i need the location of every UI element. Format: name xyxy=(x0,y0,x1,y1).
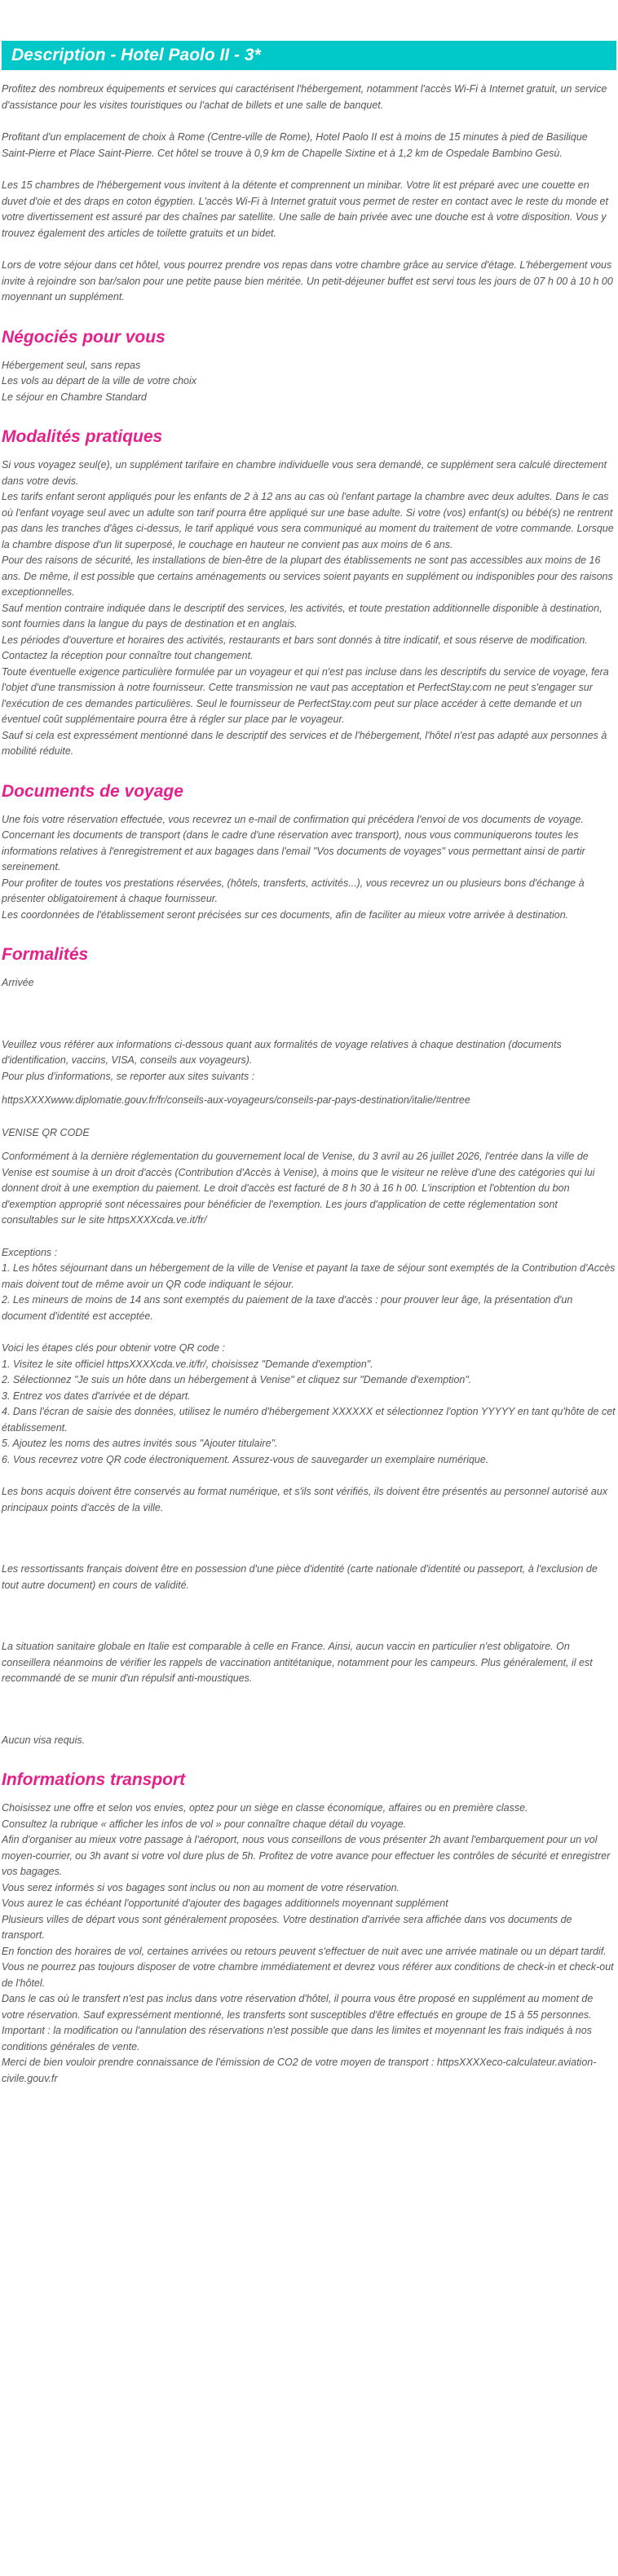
modalites-line: Les périodes d'ouverture et horaires des activités, restaurants et bars sont donnés à titre indicatif, et sous réserve de modification. Contactez la réception pour connaître tout changement. xyxy=(2,634,588,661)
modalites-text xyxy=(2,457,616,760)
negocies-list xyxy=(2,358,616,406)
modalites-line: Sauf si cela est expressément mentionné dans le descriptif des services et de l'hébergement, l'hôtel n'est pas adapté aux personnes à mobilité réduite. xyxy=(2,729,607,757)
venise-text: Conformément à la dernière réglementation du gouvernement local de Venise, du 3 avril au 26 juillet 2026, l'entrée dans la ville de Venise est soumise à un droit d'accès (Contribution d'Accès à Venise), à moins que le visiteur ne relève d'une des catégories qui lui donnent droit à une exemption du paiement. Le droit d'accès est facturé de 8 h 30 à 16 h 00. L'inscription et l'obtention du bon d'exemption approprié sont nécessaires pour bénéficier de l'exemption. Les jours d'application de cette réglementation sont consultables sur le site httpsXXXXcda.ve.it/fr/ xyxy=(2,1151,595,1226)
formalites-heading: Formalités xyxy=(2,945,89,964)
hotel-description-page xyxy=(0,41,618,2123)
step-line: 3. Entrez vos dates d'arrivée et de départ. xyxy=(2,1390,191,1402)
transport-line: Choisissez une offre et selon vos envies, optez pour un siège en classe économique, affaires ou en première classe. xyxy=(2,1802,528,1814)
transport-heading: Informations transport xyxy=(2,1770,186,1789)
modalites-line: Sauf mention contraire indiquée dans le descriptif des services, les activités, et toute prestation additionnelle disponible à destination, sont fournies dans la langue du pays de destination et en anglais. xyxy=(2,602,603,630)
transport-line: Dans le cas où le transfert n'est pas inclus dans votre réservation d'hôtel, il pourra vous être proposé en supplément au moment de votre réservation. Sauf expressément mentionné, les transferts sont susceptibles d'être effectués en groupe de 15 à 55 personnes. xyxy=(2,1993,594,2021)
transport-line: En fonction des horaires de vol, certaines arrivées ou retours peuvent s'effectuer de nuit avec une arrivée matinale ou un départ tardif. Vous ne pourrez pas toujours disposer de votre chambre immédiatement et devrez vous référer aux conditions de check-in et check-out de l'hôtel. xyxy=(2,1945,614,1989)
description-paragraph: Profitant d'un emplacement de choix à Rome (Centre-ville de Rome), Hotel Paolo II est à moins de 15 minutes à pied de Basilique Saint-Pierre et Place Saint-Pierre. Cet hôtel se trouve à 0,9 km de Chapelle Sixtine et à 1,2 km de Ospedale Bambino Gesù. xyxy=(2,131,588,159)
step-line: 4. Dans l'écran de saisie des données, utilisez le numéro d'hébergement XXXXXX et sélectionnez l'option YYYYY en tant qu'hôte de cet établissement. xyxy=(2,1406,616,1434)
formalites-intro xyxy=(2,1037,616,1085)
transport-line: Plusieurs villes de départ vous sont généralement proposées. Votre destination d'arrivée sera affichée dans vos documents de transport. xyxy=(2,1913,572,1941)
transport-line: Afin d'organiser au mieux votre passage à l'aéroport, nous vous conseillons de vous présenter 2h avant l'embarquement pour un vol moyen-courrier, ou 3h avant si votre vol dure plus de 5h. Profitez de votre avance pour effectuer les contrôles de sécurité et enregistrer vos bagages. xyxy=(2,1834,611,1877)
modalites-line: Si vous voyagez seul(e), un supplément tarifaire en chambre individuelle vous sera demandé, ce supplément sera calculé directement dans votre devis. xyxy=(2,459,607,487)
modalites-line: Toute éventuelle exigence particulière formulée par un voyageur et qui n'est pas incluse dans les descriptifs du service de voyage, fera l'objet d'une transmission à notre fournisseur. Cette transmission ne vaut pas acceptation et PerfectStay.com ne peut s'engager sur l'exécution de ces demandes particulières. Seul le fournisseur de PerfectStay.com peut sur place accéder à cette demande et un éventuel coût supplémentaire pourra être à régler sur place par le voyageur. xyxy=(2,665,609,725)
modalites-line: Les tarifs enfant seront appliqués pour les enfants de 2 à 12 ans au cas où l'enfant partage la chambre avec deux adultes. Dans le cas où l'enfant voyage seul avec un adulte son tarif pourra être appliqué sur une base adulte. Si votre (vos) enfant(s) ou bébé(s) ne rentrent pas dans les tranches d'âges ci-dessus, le tarif appliqué vous sera communiqué au moment du traitement de votre commande. Lorsque la chambre dispose d'un lit superposé, le couchage en hauteur ne convient pas aux moins de 6 ans. xyxy=(2,491,614,550)
modalites-heading: Modalités pratiques xyxy=(2,427,163,446)
documents-text xyxy=(2,812,616,924)
transport-line: Vous aurez le cas échéant l'opportunité d'ajouter des bagages additionnels moyennant supplément xyxy=(2,1898,448,1909)
transport-text xyxy=(2,1801,616,2087)
diplomatie-link[interactable]: httpsXXXXwww.diplomatie.gouv.fr/fr/conseils-aux-voyageurs/conseils-par-pays-destination/italie/#entree xyxy=(2,1094,470,1106)
formalites-intro-line: Veuillez vous référer aux informations ci-dessous quant aux formalités de voyage relatives à chaque destination (documents d'identification, vaccins, VISA, conseils aux voyageurs). xyxy=(2,1038,562,1066)
step-line: 1. Visitez le site officiel httpsXXXXcda.ve.it/fr/, choisissez "Demande d'exemption". xyxy=(2,1358,373,1370)
formalites-arrivee: Arrivée xyxy=(2,977,34,988)
transport-line: Important : la modification ou l'annulation des réservations n'est possible que dans les limites et moyennant les frais indiqués à nos conditions générales de vente. xyxy=(2,2025,592,2052)
page-title: Description - Hotel Paolo II - 3* xyxy=(2,41,616,70)
exception-line: 1. Les hôtes séjournant dans un hébergement de la ville de Venise et payant la taxe de séjour sont exemptés de la Contribution d'Accès mais doivent tout de même avoir un QR code indiquant le séjour. xyxy=(2,1262,616,1290)
venise-steps xyxy=(2,1341,616,1468)
documents-line: Concernant les documents de transport (dans le cadre d'une réservation avec transport), nous vous communiquerons toutes les informations relatives à l'enregistrement et aux bagages dans l'email "Vos documents de voyages" vous permettant ainsi de partir sereinement. xyxy=(2,829,585,873)
documents-line: Les coordonnées de l'établissement seront précisées sur ces documents, afin de faciliter au mieux votre arrivée à destination. xyxy=(2,908,569,921)
description-paragraph: Lors de votre séjour dans cet hôtel, vous pourrez prendre vos repas dans votre chambre grâce au service d'étage. L'hébergement vous invite à rejoindre son bar/salon pour une petite pause bien méritée. Un petit-déjeuner buffet est servi tous les jours de 07 h 00 à 10 h 00 moyennant un supplément. xyxy=(2,259,613,303)
sanitaire-text: La situation sanitaire globale en Italie est comparable à celle en France. Ainsi, aucun vaccin en particulier n'est obligatoire. On conseillera néanmoins de vérifier les rappels de vaccination antitétanique, notamment pour les campeurs. Plus généralement, il est recommandé de se munir d'un répulsif anti-moustiques. xyxy=(2,1641,593,1684)
transport-line: Vous serez informés si vos bagages sont inclus ou non au moment de votre réservation. xyxy=(2,1881,399,1893)
negocies-item: Hébergement seul, sans repas xyxy=(2,359,141,371)
step-line: Voici les étapes clés pour obtenir votre QR code : xyxy=(2,1342,225,1354)
description-paragraph: Les 15 chambres de l'hébergement vous invitent à la détente et comprennent un minibar. Votre lit est préparé avec une couette en duvet d'oie et des draps en coton égyptien. L'accès Wi-Fi à Internet gratuit vous permet de rester en contact avec le reste du monde et votre divertissement est assuré par des chaînes par satellite. Une salle de bain privée avec une douche est à votre disposition. Vous y trouvez également des articles de toilette gratuits et un bidet. xyxy=(2,179,608,239)
negocies-item: Les vols au départ de la ville de votre choix xyxy=(2,375,197,387)
documents-line: Pour profiter de toutes vos prestations réservées, (hôtels, transferts, activités...), vous recevrez un ou plusieurs bons d'échange à présenter obligatoirement à chaque fournisseur. xyxy=(2,877,585,904)
ressortissants-text: Les ressortissants français doivent être en possession d'une pièce d'identité (carte nationale d'identité ou passeport, à l'exclusion de tout autre document) en cours de validité. xyxy=(2,1563,598,1591)
venise-exceptions xyxy=(2,1245,616,1325)
step-line: 6. Vous recevrez votre QR code électroniquement. Assurez-vous de sauvegarder un exemplaire numérique. xyxy=(2,1453,489,1465)
exception-line: Exceptions : xyxy=(2,1246,58,1258)
documents-line: Une fois votre réservation effectuée, vous recevrez un e-mail de confirmation qui précédera l'envoi de vos documents de voyage. xyxy=(2,813,584,825)
formalites-intro-line: Pour plus d'informations, se reporter aux sites suivants : xyxy=(2,1070,255,1082)
visa-text: Aucun visa requis. xyxy=(2,1734,86,1746)
negocies-item: Le séjour en Chambre Standard xyxy=(2,391,147,403)
documents-heading: Documents de voyage xyxy=(2,781,183,801)
venise-title: VENISE QR CODE xyxy=(2,1126,90,1138)
description-paragraph: Profitez des nombreux équipements et services qui caractérisent l'hébergement, notamment l'accès Wi-Fi à Internet gratuit, un service d'assistance pour les visites touristiques ou l'achat de billets et une salle de banquet. xyxy=(2,83,607,111)
bons-text: Les bons acquis doivent être conservés au format numérique, et s'ils sont vérifiés, ils doivent être présentés au personnel autorisé aux principaux points d'accès de la ville. xyxy=(2,1486,608,1513)
negocies-heading: Négociés pour vous xyxy=(2,327,166,347)
exception-line: 2. Les mineurs de moins de 14 ans sont exemptés du paiement de la taxe d'accès : pour prouver leur âge, la présentation d'un document d'identité est acceptée. xyxy=(2,1294,573,1322)
step-line: 2. Sélectionnez "Je suis un hôte dans un hébergement à Venise" et cliquez sur "Demande d'exemption". xyxy=(2,1374,472,1385)
transport-line: Consultez la rubrique « afficher les infos de vol » pour connaître chaque détail du voyage. xyxy=(2,1818,407,1830)
step-line: 5. Ajoutez les noms des autres invités sous "Ajouter titulaire". xyxy=(2,1438,278,1449)
modalites-line: Pour des raisons de sécurité, les installations de bien-être de la plupart des établissements ne sont pas accessibles aux moins de 16 ans. De même, il est possible que certains aménagements ou services soient payants en supplément ou indisponibles pour des raisons exceptionnelles. xyxy=(2,555,613,598)
transport-line: Merci de bien vouloir prendre connaissance de l'émission de CO2 de votre moyen de transport : httpsXXXXeco-calculateur.aviation-civile.gouv.fr xyxy=(2,2057,597,2084)
